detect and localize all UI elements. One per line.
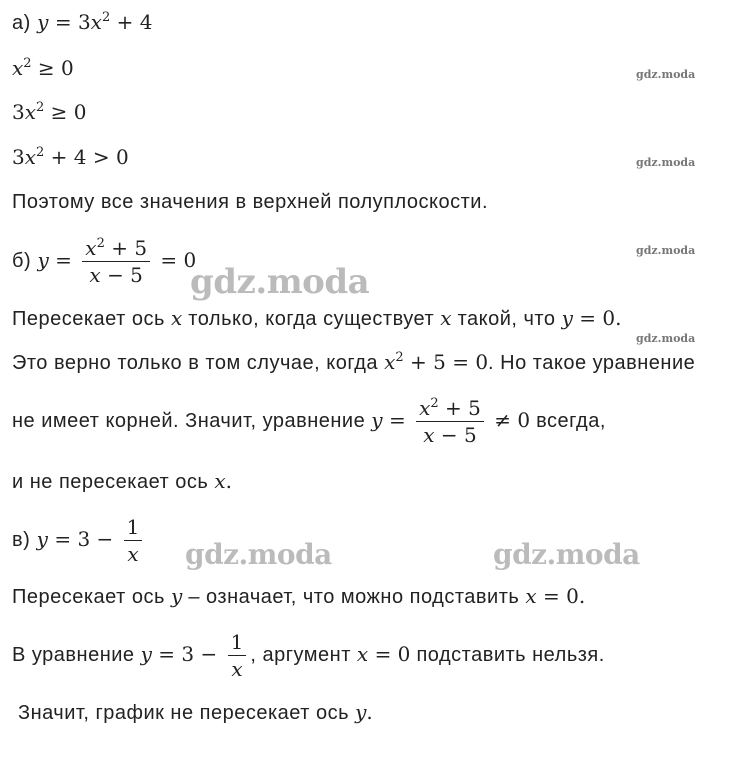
watermark: gdz.moda bbox=[636, 244, 696, 257]
part-b-line-3: Это верно только в том случае, когда $x^2 + 5 = 0$. Но такое уравнение bbox=[12, 350, 696, 374]
part-b-line-4: не имеет корней. Значит, уравнение y = $\frac{x^2 + 5}{x - 5}$ ≠ 0 всегда, bbox=[12, 396, 606, 447]
watermark: gdz.moda bbox=[636, 156, 696, 169]
part-a-inequality-1: $x^2 \ge 0$ bbox=[12, 56, 74, 80]
part-a-inequality-2: $3x^2 \ge 0$ bbox=[12, 100, 87, 124]
part-b-line-2: Пересекает ось x только, когда существует x такой, что y = 0. bbox=[12, 306, 622, 330]
watermark: gdz.moda bbox=[185, 538, 332, 571]
fraction: $\frac{x^2 + 5}{x - 5}$ bbox=[416, 396, 484, 447]
fraction: $\frac{1}{x}$ bbox=[228, 630, 247, 681]
watermark: gdz.moda bbox=[190, 262, 370, 302]
part-c-equation: в) y = 3 − $\frac{1}{x}$ bbox=[12, 515, 146, 566]
watermark: gdz.moda bbox=[636, 68, 696, 81]
fraction: $\frac{x^2 + 5}{x - 5}$ bbox=[82, 236, 150, 287]
part-a-conclusion: Поэтому все значения в верхней полуплоскости. bbox=[12, 191, 488, 213]
part-a-inequality-3: $3x^2 + 4 > 0$ bbox=[12, 145, 129, 169]
part-c-line-3: В уравнение y = 3 − $\frac{1}{x}$ , аргумент x = 0 подставить нельзя. bbox=[12, 630, 605, 681]
fraction: $\frac{1}{x}$ bbox=[124, 515, 143, 566]
part-a-equation: а) $y = 3x^2 + 4$ bbox=[12, 10, 153, 34]
watermark: gdz.moda bbox=[493, 538, 640, 571]
part-c-conclusion: Значит, график не пересекает ось y. bbox=[18, 700, 373, 724]
part-b-line-5: и не пересекает ось x. bbox=[12, 469, 233, 493]
watermark: gdz.moda bbox=[636, 332, 696, 345]
part-c-line-2: Пересекает ось y – означает, что можно подставить x = 0. bbox=[12, 584, 586, 608]
part-b-equation: б) y = $\frac{x^2 + 5}{x - 5}$ = 0 bbox=[12, 236, 197, 287]
